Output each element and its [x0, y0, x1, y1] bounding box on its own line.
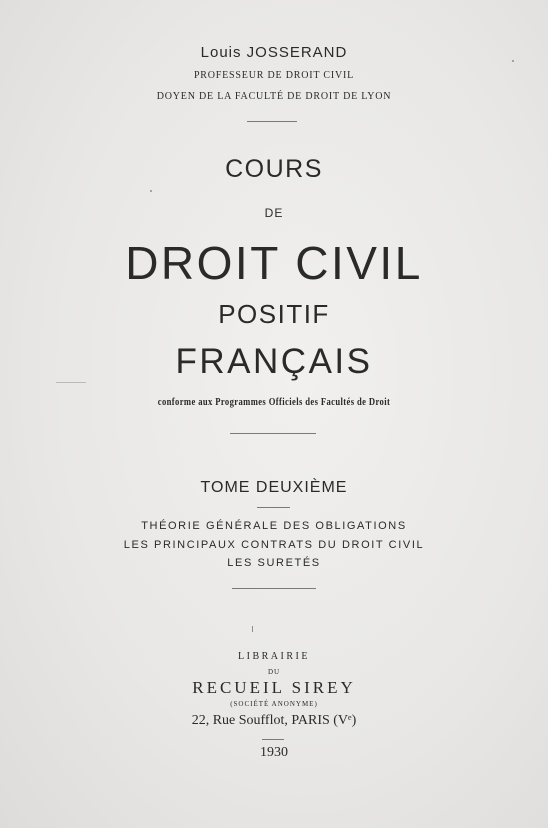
volume-tome: TOME DEUXIÈME [200, 479, 348, 496]
title-francais: FRANÇAIS [175, 342, 373, 381]
volume-contents-item: THÉORIE GÉNÉRALE DES OBLIGATIONS [141, 520, 407, 532]
title-positif: POSITIF [218, 299, 330, 329]
publisher-du: DU [267, 668, 281, 676]
publisher-address: 22, Rue Soufflot, PARIS (Vᵉ) [191, 713, 357, 728]
paper-speck [512, 60, 514, 62]
author-name: Louis JOSSERAND [200, 44, 348, 61]
publication-year: 1930 [260, 745, 288, 760]
title-subtitle: conforme aux Programmes Officiels des Facultés de Droit [157, 396, 391, 408]
title-de: DE [264, 206, 284, 220]
title-cours: COURS [225, 155, 323, 183]
publisher-librairie: LIBRAIRIE [238, 651, 310, 662]
publisher-society: (SOCIÉTÉ ANONYME) [230, 700, 318, 708]
volume-contents-item: LES SURETÉS [227, 557, 321, 569]
author-position: DOYEN DE LA FACULTÉ DE DROIT DE LYON [156, 91, 392, 102]
paper-speck [252, 626, 253, 632]
divider-rule [262, 739, 284, 740]
title-droit-civil: DROIT CIVIL [125, 237, 423, 289]
volume-contents-item: LES PRINCIPAUX CONTRATS DU DROIT CIVIL [123, 539, 425, 551]
author-title: PROFESSEUR DE DROIT CIVIL [193, 70, 355, 81]
paper-speck [150, 190, 152, 192]
divider-rule [232, 588, 316, 589]
paper-mark [56, 382, 86, 383]
divider-rule [247, 121, 297, 122]
divider-rule [230, 433, 316, 434]
publisher-name: RECUEIL SIREY [192, 678, 356, 697]
divider-rule [257, 507, 290, 508]
